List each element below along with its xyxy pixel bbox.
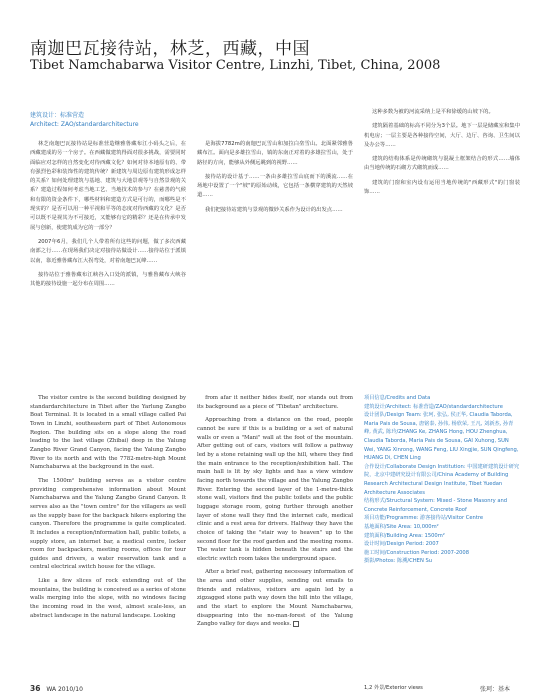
architect-cn: 建筑设计：标准营造 (30, 112, 85, 119)
paragraph: 建筑隔着基础的标高不同分为3个层。地下一层是储藏室和集中机电房；一层主要是各种接待空间，大厅、边厅、咨询、卫生间以及办公等…… (364, 123, 520, 148)
paragraph: 林芝南迦巴瓦接待站是标准营造继雅鲁藏布江小码头之后，在西藏建成的另一个房子。在西藏做建筑得面对很多挑战，需要同时面临应对怎样的自然变化对待西藏文化？如何对待本地原有的、带有强烈色彩和装饰性的建筑传统？新建筑与周边原有建筑形成怎样的关系？如何处理建筑与基地、建筑与大地景观等与自然景观的关系？建造过程如何考虑当地工艺、当地技术的参与？在慈善的气候和有限的资金条件下，哪些材料和建造方式是可行的，而哪些是不现实的？是否可以用一种平视和平等的态度对待西藏的文化？是否可以既不是视其为不可接近，又能够有它的精彩？还是在传承中发展与创新，使建筑成为它的一部分？ (30, 141, 186, 231)
credit-item: 基地面积/Site Area: 10,000m² (364, 523, 439, 530)
credit-item: 结构形式/Structural System: Mixed - Stone Masonry and Concrete Reinforcement, Concrete Roof (364, 498, 508, 513)
paragraph: 建筑的门窗和室内设有运用当地传统的"西藏形式"的门窗装饰…… (364, 179, 520, 196)
paragraph: 建筑的结构体系是传统砌筑与混凝土框架结合的形式……墙体由当地传统的石砌方式砌筑而成…… (364, 156, 520, 172)
body-en-column-1 (30, 394, 186, 625)
page-title-en: Tibet Namchabarwa Visitor Centre, Linzhi, Tibet, China, 2008 (30, 58, 441, 73)
paragraph: 接待站的设计基于……一条由多雄拉雪山底而下的溪流……在场地中设置了一个"坡"的原始动线，它包括一条横穿建筑的天然坡道…… (197, 173, 353, 199)
paragraph: Like a few slices of rock extending out of the mountains, the building is conceived as a series of stone walls merging into the slope, with no windows facing the incoming road in the west, almost scale-less, an abstract landscape in the natural landscape. Looking (30, 578, 186, 619)
page-title-cn: 南迦巴瓦接待站，林芝，西藏，中国 (30, 39, 310, 59)
end-mark-icon (293, 621, 299, 627)
footer-right: 张珂：基本 (479, 686, 510, 693)
architect-credit (30, 111, 139, 129)
paragraph: The 1500m² building serves as a visitor centre providing comprehensive information about Mount Namchabarwa and the Yalung Zangbo Grand Canyon. It serves also as the "town centre" for the villagers as well as the supply base for the backpack hikers exploring the canyon. Therefore the programme is quite complicated. It includes a reception/information hall, public toilets, a supply store, an internet bar, a medical centre, locker room for backpackers, meeting rooms, offices for tour guides and drivers, a water reservation tank and a central electrical switch house for the village. (30, 477, 186, 571)
footer-left (30, 684, 83, 693)
credits-heading: 项目信息/Credits and Data (364, 395, 431, 401)
credit-item: 设计团队/Design Team: 张珂, 张弘, 侯正华, Claudia Taborda, Maria Pais de Sousa, 唐铭泰, 孙伟, 杨欣荣, 王凡, 刘新杰, 孙青峰, 黄武, 陈玲/ZHANG Ke, ZHANG Hong, HOU Zhenghua, Claudia Taborda, Maria Pais de Sousa, GAI Xuhong, SUN Wei, YANG Xinrong, WANG Feng, LIU Xingjie, SUN Qingfeng, HUANG Di, CHEN Ling (364, 412, 519, 462)
body-cn-column-3 (364, 108, 520, 202)
paragraph: 2007年6月，我们几个人带着所有这些的问题，做了多次西藏南部之行……在现场我们决定对接待站做设计……接待站位于派镇以南，靠近雅鲁藏布江大拐弯处，对着南迦巴瓦峰…… (30, 238, 186, 264)
credit-item: 项目功能/Programme: 游客接待站/Visitor Centre (364, 515, 484, 522)
paragraph: Approaching from a distance on the road, people cannot be sure if this is a building or a set of natural walls or even a "Mani" wall at the foot of the mountain. After getting out of cars, visitors will follow a pathway led by a stone retaining wall up the hill, where they find the main entrance to the reception/exhibition hall. The main hall is lit by sky lights and has a view window facing north towards the village and the Yalung Zangbo River. Entering the second layer of the 1-metre-thick stone wall, visitors find the public toilets and the public luggage storage room, going further through another layer of stone wall they find the internet cafe, medical clinic and a rest area for drivers. Halfway they have the choice of taking the "stair way to heaven" up to the second floor for the roof garden and the meeting rooms. The water tank is hidden beneath the stairs and the electric switch room takes the underground space. (197, 417, 353, 562)
paragraph (197, 568, 353, 629)
paragraph: The visitor centre is the second building designed by standardarchitecture in Tibet after the Yarlung Zangbo Boat Terminal. It is located in a small village called Pai Town in Linzhi, southeastern part of Tibet Autonomous Region. The building sits on a slope along the road leading to the last village (Zhibai) deep in the Yalung Zangbo River Grand Canyon, facing the Yalung Zangbo River to its north and with the 7782-metre-high Mount Namchabarwa at the background in the east. (30, 395, 186, 471)
paragraph: 我们把接待站建筑与景观的微妙关系作为设计的出发点…… (204, 206, 343, 213)
credit-item: 摄影/Photos: 陈溯/CHEN Su (364, 558, 433, 565)
credit-item: 建筑设计/Architect: 标准营造/ZAO/standardarchitecture (364, 403, 503, 410)
paragraph: 接待站位于雅鲁藏布江峡谷入口处的派镇，与雅鲁藏布大峡谷其他的接待设施一起分布在周围…… (30, 271, 186, 288)
page-number: 36 (30, 684, 41, 693)
credit-item: 建筑面积/Building Area: 1500m² (364, 532, 445, 539)
credit-item: 施工时间/Construction Period: 2007-2008 (364, 549, 470, 556)
body-cn-column-2 (197, 140, 353, 220)
credit-item: 设计时间/Design Period: 2007 (364, 541, 439, 548)
paragraph-text: After a brief rest, gathering necessary information of the area and other supplies, sending out emails to friends and relatives, visitors are again led by a zigzagged stone path way down the hill into the village, and the start to explore the Mount Namchabarwa, disappearing into the no-man-forest of the Yalung Zangbo valley for days and weeks. (197, 569, 353, 628)
credits-block (364, 394, 520, 566)
journal-issue: WA 2010/10 (46, 686, 83, 693)
paragraph: 这种多数为被的河流采纳上是平和徐缓的山坡下的。 (371, 109, 494, 115)
credit-item: 合作设计/Collaborate Design Institution: 中国建研建筑设计研究院，北京中建研究设计有限公司/China Academy of Building Research Architectural Design Institute, Tibet Yuedan Architecture Associates (364, 463, 520, 496)
body-cn-column-1 (30, 140, 186, 294)
image-caption: 1,2 外景/Exterior views (364, 685, 423, 691)
body-en-column-2 (197, 394, 353, 634)
architect-en: Architect: ZAO/standardarchitecture (30, 121, 139, 128)
paragraph: 是海拔7782m的南迦巴瓦雪山和加拉白垒雪山。北面紧邻雅鲁藏布江。面向是多雄拉雪山，镇的东南正对着的多雄拉雪山，处于路径的方向，能够从外侧远眺到的视野…… (197, 141, 353, 166)
paragraph: from afar it neither hides itself, nor stands out from its background as a piece of "Tibetan" architecture. (197, 395, 353, 410)
